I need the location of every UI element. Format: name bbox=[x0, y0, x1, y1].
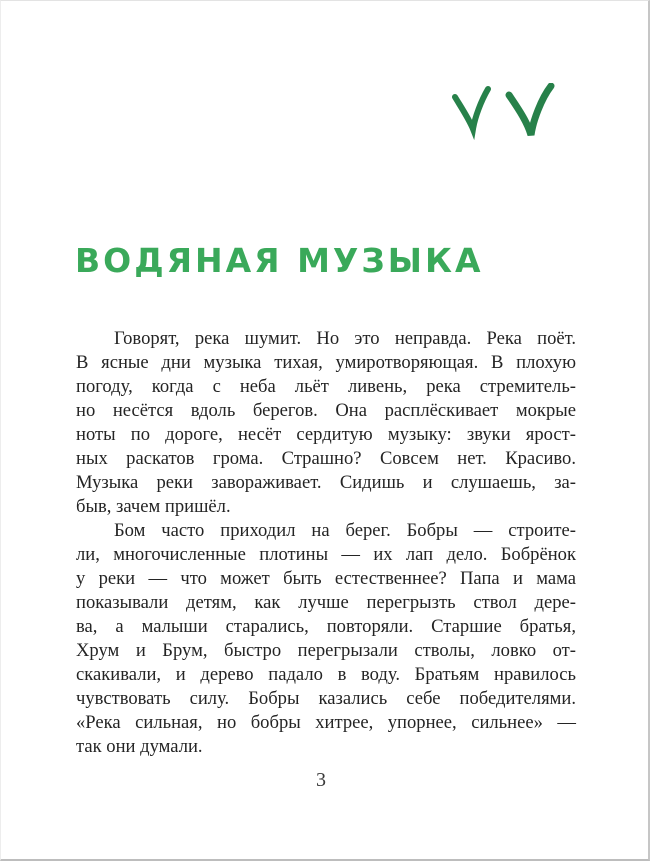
text-line: ва, а малыши старались, повторяли. Старшие братья, bbox=[76, 616, 576, 637]
text-line: Музыка реки завораживает. Сидишь и слушаешь, за- bbox=[76, 472, 576, 493]
text-line: чувствовать силу. Бобры казались себе победителями. bbox=[76, 688, 576, 709]
chapter-title: ВОДЯНАЯ МУЗЫКА bbox=[75, 241, 484, 280]
text-line: ноты по дороге, несёт сердитую музыку: звуки ярост- bbox=[76, 424, 576, 445]
text-line: В ясные дни музыка тихая, умиротворяющая. В плохую bbox=[76, 352, 576, 373]
bird-marks-icon bbox=[447, 83, 559, 141]
text-line: у реки — что может быть естественнее? Папа и мама bbox=[76, 568, 576, 589]
page-number: 3 bbox=[316, 769, 326, 791]
text-line: ли, многочисленные плотины — их лап дело. Бобрёнок bbox=[76, 544, 576, 565]
text-line: показывали детям, как лучше перегрызть ствол дере- bbox=[76, 592, 576, 613]
text-line: быв, зачем пришёл. bbox=[76, 496, 231, 517]
text-line: «Река сильная, но бобры хитрее, упорнее, сильнее» — bbox=[76, 712, 576, 733]
body-text bbox=[76, 327, 576, 759]
text-line: так они думали. bbox=[76, 736, 203, 757]
text-line: скакивали, и дерево падало в воду. Братьям нравилось bbox=[76, 664, 576, 685]
text-line: Хрум и Брум, быстро перегрызали стволы, ловко от- bbox=[76, 640, 576, 661]
text-line: Говорят, река шумит. Но это неправда. Река поёт. bbox=[114, 328, 576, 349]
text-line: но несётся вдоль берегов. Она расплёскивает мокрые bbox=[76, 400, 576, 421]
text-line: погоду, когда с неба льёт ливень, река стремитель- bbox=[76, 376, 576, 397]
text-line: ных раскатов грома. Страшно? Совсем нет. Красиво. bbox=[76, 448, 576, 469]
text-line: Бом часто приходил на берег. Бобры — строите- bbox=[114, 520, 576, 541]
paragraph-1 bbox=[76, 327, 576, 519]
paragraph-2 bbox=[76, 519, 576, 759]
